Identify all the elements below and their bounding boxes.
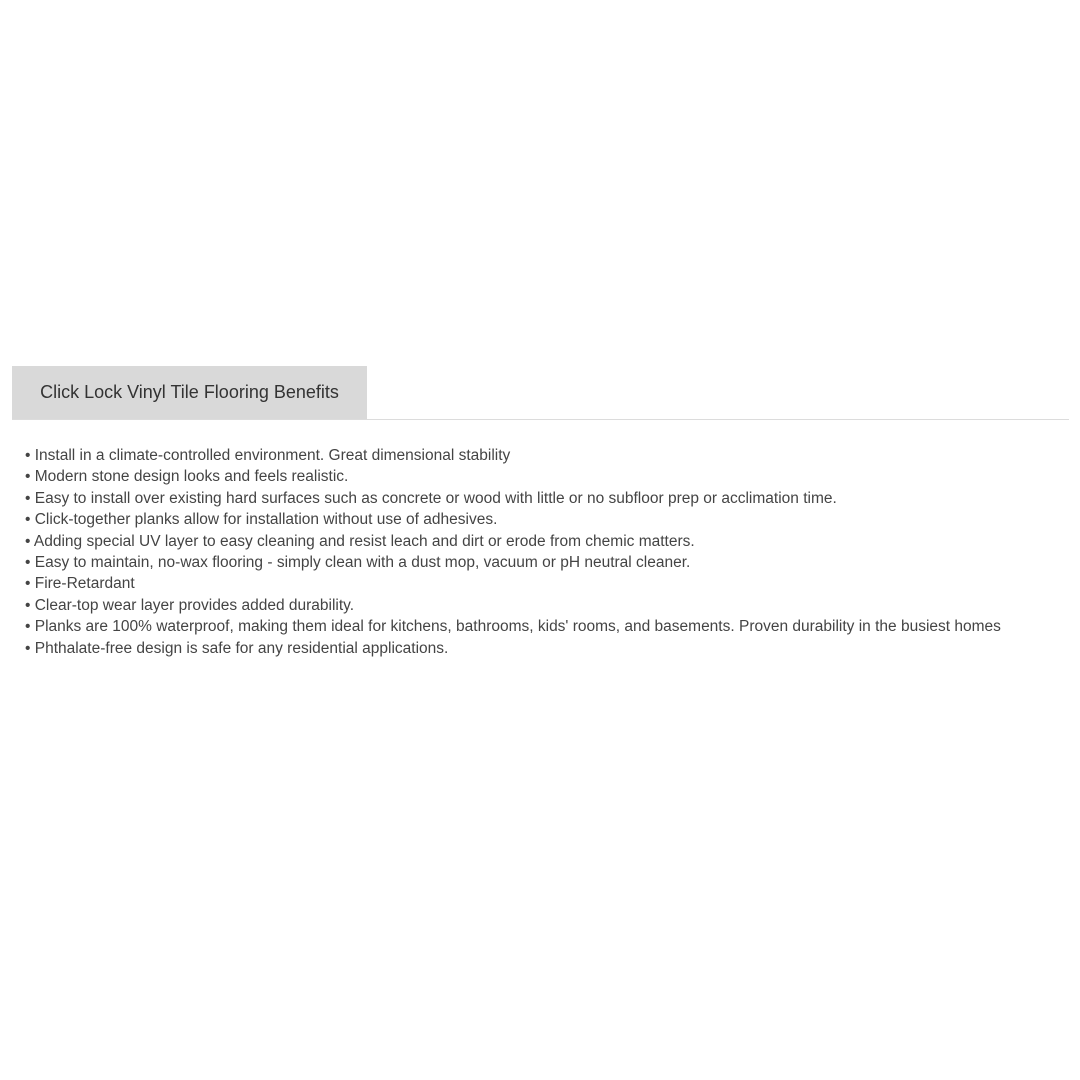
list-item: • Click-together planks allow for installation without use of adhesives. (25, 511, 498, 529)
list-item: • Easy to install over existing hard surfaces such as concrete or wood with little or no subfloor prep or acclimation time. (25, 489, 837, 507)
tab-bar (12, 366, 1069, 420)
list-item: • Clear-top wear layer provides added durability. (25, 596, 355, 614)
tab-flooring-benefits[interactable]: Click Lock Vinyl Tile Flooring Benefits (12, 366, 367, 419)
list-item: • Fire-Retardant (25, 575, 135, 593)
list-item: • Phthalate-free design is safe for any residential applications. (25, 639, 449, 657)
list-item: • Easy to maintain, no-wax flooring - simply clean with a dust mop, vacuum or pH neutral cleaner. (25, 554, 691, 572)
list-item: • Install in a climate-controlled environment. Great dimensional stability (25, 447, 511, 464)
list-item: • Planks are 100% waterproof, making them ideal for kitchens, bathrooms, kids' rooms, and basements. Proven durability in the busiest homes (25, 618, 1001, 636)
list-item: • Modern stone design looks and feels realistic. (25, 468, 349, 486)
benefits-list (25, 445, 1075, 659)
list-item: • Adding special UV layer to easy cleaning and resist leach and dirt or erode from chemic matters. (25, 532, 695, 550)
